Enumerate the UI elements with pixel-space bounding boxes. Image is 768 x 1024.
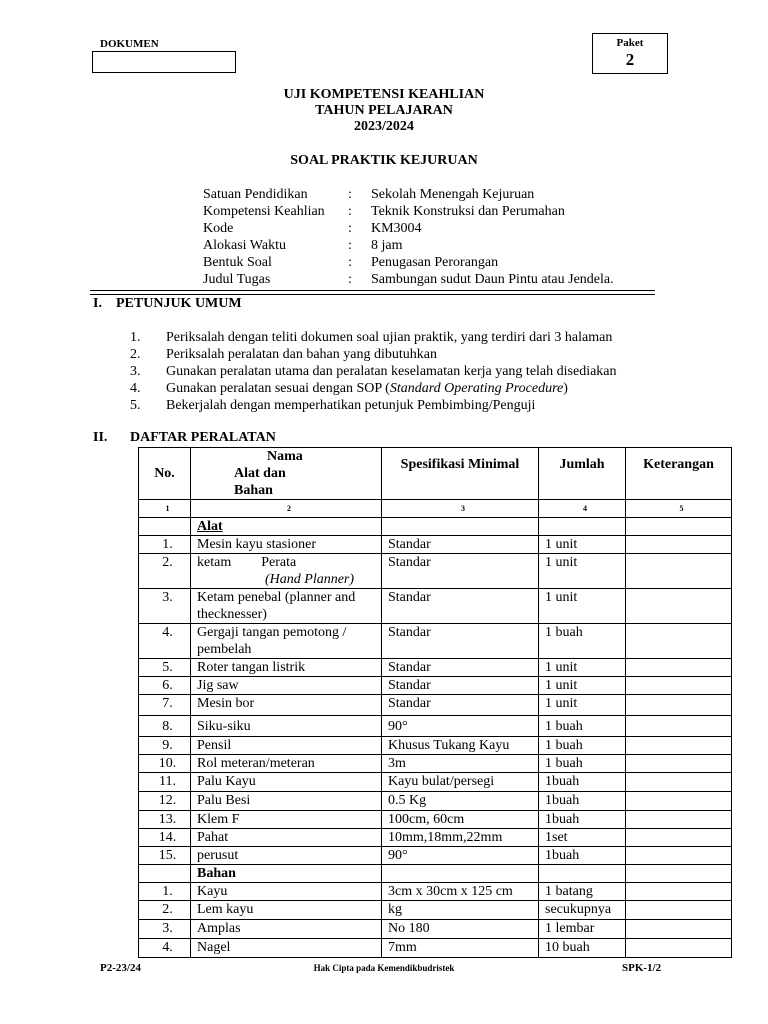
cell-keterangan [626,589,732,624]
empty-cell [539,865,626,883]
cell-no: 4. [139,624,191,659]
cell-nama [191,554,382,589]
instruction-number: 2. [130,347,141,362]
equipment-table [138,447,732,958]
cell-nama: Pensil [191,737,382,755]
table-row [139,755,732,773]
footer-code: P2-23/24 [100,962,141,974]
table-row [139,677,732,695]
cell-jumlah: 1buah [539,847,626,865]
info-colon: : [348,255,352,270]
cell-nama-part-b: Perata [261,555,297,570]
info-label: Alokasi Waktu [203,238,286,253]
column-number: 3 [382,500,539,518]
cell-jumlah: 1 unit [539,659,626,677]
cell-no: 12. [139,792,191,811]
cell-spec: Standar [382,536,539,554]
cell-spec: 7mm [382,939,539,958]
cell-keterangan [626,659,732,677]
empty-cell [626,518,732,536]
cell-spec: 0.5 Kg [382,792,539,811]
table-row [139,773,732,792]
header-spesifikasi: Spesifikasi Minimal [382,448,539,500]
info-label: Kode [203,221,234,236]
cell-no: 11. [139,773,191,792]
info-colon: : [348,204,352,219]
info-colon: : [348,221,352,236]
cell-nama: Pahat [191,829,382,847]
cell-nama: Nagel [191,939,382,958]
table-row [139,716,732,737]
cell-nama: Palu Besi [191,792,382,811]
info-value: 8 jam [371,238,403,253]
cell-keterangan [626,624,732,659]
cell-no: 3. [139,920,191,939]
cell-no: 6. [139,677,191,695]
cell-spec: Standar [382,589,539,624]
instruction-text: Periksalah peralatan dan bahan yang dibutuhkan [166,347,437,362]
cell-spec: 10mm,18mm,22mm [382,829,539,847]
empty-cell [626,865,732,883]
dokumen-label: DOKUMEN [100,38,159,50]
info-value: KM3004 [371,221,422,236]
title-line1: UJI KOMPETENSI KEAHLIAN [283,87,485,102]
cell-spec: 3cm x 30cm x 125 cm [382,883,539,901]
dokumen-box [92,51,236,73]
double-divider [90,290,655,295]
cell-jumlah: 1 buah [539,624,626,659]
cell-no: 13. [139,811,191,829]
column-number-row [139,500,732,518]
section1-title: PETUNJUK UMUM [116,296,242,311]
info-label: Kompetensi Keahlian [203,204,325,219]
cell-keterangan [626,883,732,901]
section1-number: I. [93,296,102,311]
table-row [139,792,732,811]
cell-keterangan [626,811,732,829]
table-row [139,695,732,716]
cell-nama-line1 [197,554,381,571]
cell-spec: Standar [382,677,539,695]
header-nama-line1: Nama [267,449,303,464]
cell-jumlah: 1 batang [539,883,626,901]
header-nama-line2: Alat dan [234,466,286,481]
footer-copyright: Hak Cipta pada Kemendikbudristek [313,963,455,973]
info-colon: : [348,187,352,202]
section2-number: II. [93,430,108,445]
table-row [139,624,732,659]
table-row [139,536,732,554]
cell-no: 8. [139,716,191,737]
header-keterangan: Keterangan [626,448,732,500]
info-label: Judul Tugas [203,272,271,287]
cell-no: 4. [139,939,191,958]
cell-spec: 90° [382,716,539,737]
cell-no: 10. [139,755,191,773]
cell-spec: Kayu bulat/persegi [382,773,539,792]
cell-keterangan [626,695,732,716]
table-header-row [139,448,732,500]
cell-jumlah: 1set [539,829,626,847]
cell-keterangan [626,737,732,755]
cell-keterangan [626,792,732,811]
cell-jumlah: secukupnya [539,901,626,920]
paket-box [592,33,668,74]
cell-jumlah: 1 unit [539,589,626,624]
instruction-text: Periksalah dengan teliti dokumen soal ujian praktik, yang terdiri dari 3 halaman [166,330,613,345]
table-row [139,901,732,920]
cell-no: 2. [139,554,191,589]
column-number: 1 [139,500,191,518]
cell-spec: kg [382,901,539,920]
cell-no: 14. [139,829,191,847]
cell-keterangan [626,920,732,939]
instruction-number: 1. [130,330,141,345]
info-value: Sambungan sudut Daun Pintu atau Jendela. [371,272,614,287]
cell-keterangan [626,901,732,920]
cell-keterangan [626,755,732,773]
instruction-text-end: ) [563,381,568,396]
cell-jumlah: 1 buah [539,755,626,773]
cell-no: 7. [139,695,191,716]
header-nama [191,448,382,500]
cell-jumlah: 1 unit [539,554,626,589]
header-no: No. [139,448,191,500]
table-row [139,737,732,755]
paket-label: Paket [616,37,644,49]
info-colon: : [348,272,352,287]
cell-keterangan [626,829,732,847]
header-nama-line3: Bahan [234,483,273,498]
title-line3: 2023/2024 [354,119,414,134]
cell-nama: Mesin bor [191,695,382,716]
paket-number: 2 [625,50,635,69]
table-row [139,939,732,958]
cell-spec: Khusus Tukang Kayu [382,737,539,755]
cell-spec: 90° [382,847,539,865]
cell-nama: Klem F [191,811,382,829]
cell-spec: 3m [382,755,539,773]
cell-nama: Lem kayu [191,901,382,920]
group-row-alat [139,518,732,536]
cell-jumlah: 1 buah [539,737,626,755]
column-number: 5 [626,500,732,518]
subtitle: SOAL PRAKTIK KEJURUAN [290,153,478,168]
cell-nama-line2: (Hand Planner) [265,572,355,587]
cell-nama: Siku-siku [191,716,382,737]
cell-spec: Standar [382,695,539,716]
cell-nama: Mesin kayu stasioner [191,536,382,554]
cell-no: 15. [139,847,191,865]
cell-nama: Roter tangan listrik [191,659,382,677]
header-jumlah: Jumlah [539,448,626,500]
info-value: Teknik Konstruksi dan Perumahan [371,204,565,219]
cell-nama-part-a: ketam [197,555,232,570]
cell-jumlah: 1 unit [539,695,626,716]
cell-keterangan [626,847,732,865]
instruction-text: Bekerjalah dengan memperhatikan petunjuk Pembimbing/Penguji [166,398,536,413]
empty-cell [139,865,191,883]
cell-keterangan [626,554,732,589]
cell-nama: Palu Kayu [191,773,382,792]
table-row [139,883,732,901]
cell-spec: No 180 [382,920,539,939]
cell-no: 9. [139,737,191,755]
empty-cell [139,518,191,536]
empty-cell [382,518,539,536]
cell-jumlah: 1buah [539,792,626,811]
cell-nama: Jig saw [191,677,382,695]
cell-no: 2. [139,901,191,920]
table-row [139,847,732,865]
cell-keterangan [626,939,732,958]
title-line2: TAHUN PELAJARAN [315,103,453,118]
table-row [139,920,732,939]
cell-no: 1. [139,536,191,554]
table-row [139,589,732,624]
instruction-text-italic: Standard Operating Procedure [389,381,564,396]
footer-page: SPK-1/2 [622,962,662,974]
cell-no: 3. [139,589,191,624]
column-number: 2 [191,500,382,518]
cell-nama: Rol meteran/meteran [191,755,382,773]
cell-jumlah: 1 unit [539,677,626,695]
cell-keterangan [626,536,732,554]
empty-cell [539,518,626,536]
cell-jumlah: 1 buah [539,716,626,737]
cell-jumlah: 1 lembar [539,920,626,939]
cell-jumlah: 1buah [539,773,626,792]
cell-spec: Standar [382,659,539,677]
info-label: Bentuk Soal [203,255,272,270]
cell-nama: Kayu [191,883,382,901]
cell-nama: perusut [191,847,382,865]
section2-title: DAFTAR PERALATAN [130,430,276,445]
cell-spec: Standar [382,554,539,589]
cell-nama: Gergaji tangan pemotong / pembelah [191,624,382,659]
cell-no: 1. [139,883,191,901]
instruction-text-start: Gunakan peralatan sesuai dengan SOP ( [166,381,390,396]
instruction-text: Gunakan peralatan utama dan peralatan keselamatan kerja yang telah disediakan [166,364,617,379]
cell-jumlah: 1buah [539,811,626,829]
cell-nama: Ketam penebal (planner and thecknesser) [191,589,382,624]
info-colon: : [348,238,352,253]
column-number: 4 [539,500,626,518]
group-label-alat: Alat [191,518,382,536]
cell-jumlah: 10 buah [539,939,626,958]
instruction-number: 3. [130,364,141,379]
table-row [139,811,732,829]
cell-spec: Standar [382,624,539,659]
instruction-number: 5. [130,398,141,413]
cell-spec: 100cm, 60cm [382,811,539,829]
info-value: Penugasan Perorangan [371,255,499,270]
table-row [139,829,732,847]
table-row [139,659,732,677]
info-value: Sekolah Menengah Kejuruan [371,187,535,202]
cell-nama: Amplas [191,920,382,939]
cell-no: 5. [139,659,191,677]
group-label-bahan: Bahan [191,865,382,883]
cell-jumlah: 1 unit [539,536,626,554]
cell-keterangan [626,677,732,695]
info-label: Satuan Pendidikan [203,187,308,202]
table-row [139,554,732,589]
empty-cell [382,865,539,883]
instruction-text [166,380,568,397]
cell-keterangan [626,716,732,737]
cell-keterangan [626,773,732,792]
instruction-number: 4. [130,381,141,396]
group-row-bahan [139,865,732,883]
